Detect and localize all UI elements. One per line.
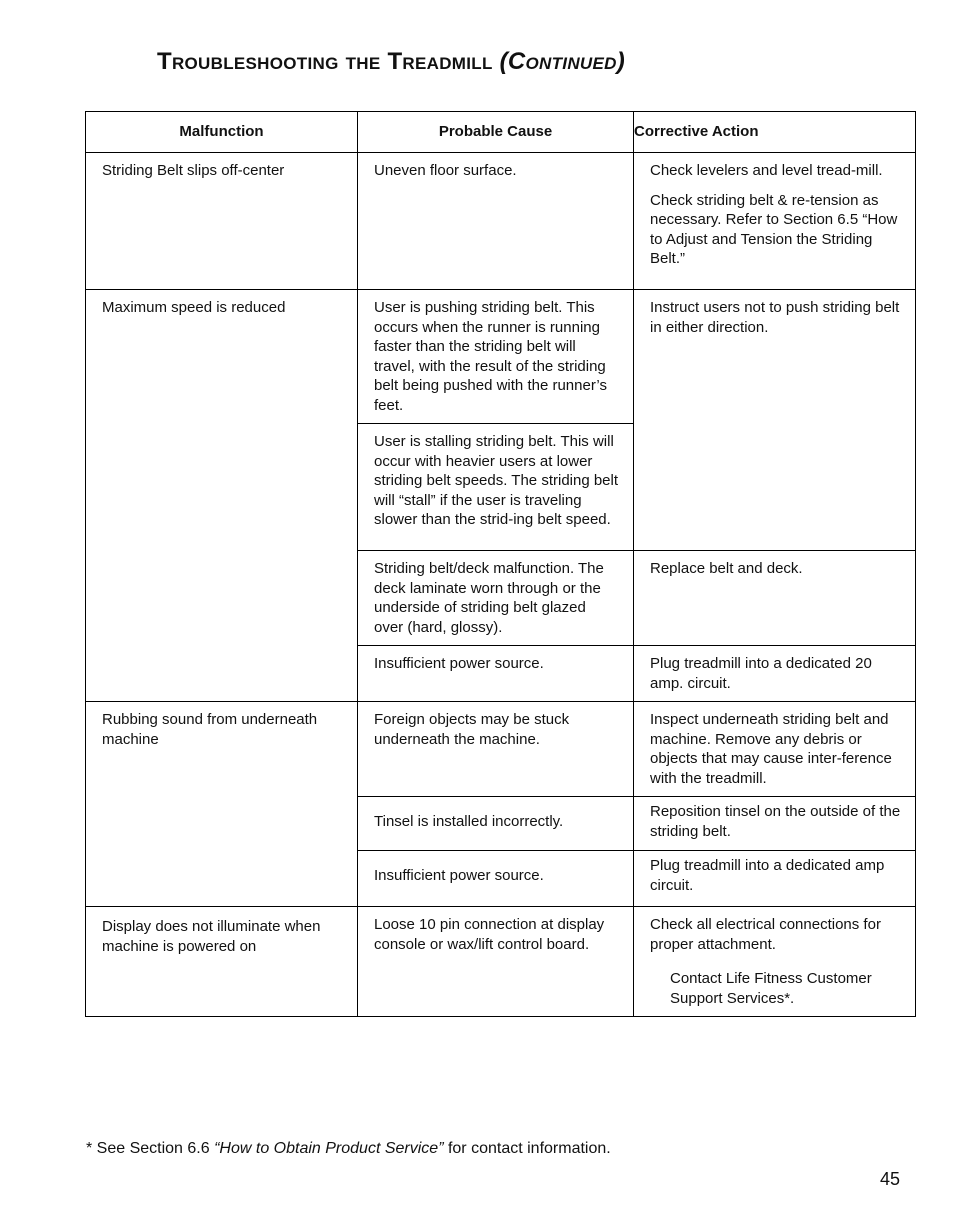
cause-text: Tinsel is installed incorrectly.	[374, 813, 564, 830]
malfunction-cell	[86, 907, 358, 1017]
malfunction-text: Striding Belt slips off-center	[102, 162, 285, 179]
page-title	[157, 48, 625, 76]
cause-text: Uneven floor surface.	[374, 162, 517, 179]
action-text: Check levelers and level tread-mill.	[650, 162, 883, 179]
action-cell	[634, 551, 916, 646]
malfunction-cell	[86, 153, 358, 290]
action-text: Plug treadmill into a dedicated 20 amp. circuit.	[650, 655, 872, 692]
action-text: Reposition tinsel on the outside of the striding belt.	[650, 803, 901, 840]
cause-text: User is pushing striding belt. This occurs when the runner is running faster than the striding belt will travel, with the result of the striding belt being pushed with the runner’s feet.	[374, 299, 607, 414]
malfunction-cell	[86, 702, 358, 907]
table-header-row	[86, 112, 916, 153]
column-header-probable-cause: Probable Cause	[358, 112, 634, 153]
cause-cell	[358, 153, 634, 290]
cause-cell	[358, 424, 634, 551]
malfunction-text: Display does not illuminate when machine is powered on	[102, 918, 321, 955]
cause-cell	[358, 646, 634, 702]
footnote-prefix: * See Section 6.6	[86, 1140, 215, 1157]
title-continued: (Continued)	[499, 48, 625, 75]
cause-cell	[358, 851, 634, 907]
action-cell	[634, 797, 916, 851]
action-cell	[634, 290, 916, 551]
cause-cell	[358, 907, 634, 1017]
cause-cell	[358, 797, 634, 851]
cause-text: Insufficient power source.	[374, 867, 544, 884]
cause-cell	[358, 551, 634, 646]
footnote-suffix: for contact information.	[443, 1140, 611, 1157]
table-row	[86, 702, 916, 797]
table-row	[86, 290, 916, 424]
action-cell	[634, 851, 916, 907]
action-cell	[634, 646, 916, 702]
cause-text: Insufficient power source.	[374, 655, 544, 672]
action-text: Plug treadmill into a dedicated amp circuit.	[650, 857, 885, 894]
action-text: Check striding belt & re-tension as necessary. Refer to Section 6.5 “How to Adjust and Tension the Striding Belt.”	[650, 191, 898, 267]
malfunction-cell	[86, 290, 358, 702]
action-text: Instruct users not to push striding belt in either direction.	[650, 299, 900, 336]
table-row	[86, 907, 916, 1017]
malfunction-text: Rubbing sound from underneath machine	[102, 711, 318, 748]
action-text: Replace belt and deck.	[650, 560, 803, 577]
action-cell	[634, 907, 916, 1017]
action-text: Inspect underneath striding belt and machine. Remove any debris or objects that may cause inter-ference with the treadmill.	[650, 711, 892, 787]
action-cell	[634, 702, 916, 797]
page-number: 45	[880, 1169, 901, 1189]
cause-text: User is stalling striding belt. This will occur with heavier users at lower striding belt speeds. The striding belt will “stall” if the user is traveling slower than the strid-ing belt speed.	[374, 433, 619, 528]
cause-text: Foreign objects may be stuck underneath the machine.	[374, 711, 570, 748]
cause-cell	[358, 290, 634, 424]
column-header-corrective-action: Corrective Action	[634, 112, 916, 153]
footnote-reference: “How to Obtain Product Service”	[214, 1140, 444, 1157]
action-text: Contact Life Fitness Customer Support Services*.	[670, 970, 872, 1007]
malfunction-text: Maximum speed is reduced	[102, 299, 286, 316]
column-header-malfunction: Malfunction	[86, 112, 358, 153]
cause-text: Loose 10 pin connection at display console or wax/lift control board.	[374, 916, 605, 953]
action-text: Check all electrical connections for proper attachment.	[650, 916, 881, 953]
troubleshooting-table	[85, 111, 916, 1017]
action-cell	[634, 153, 916, 290]
table-row	[86, 153, 916, 290]
title-text: Troubleshooting the Treadmill	[157, 48, 493, 75]
cause-cell	[358, 702, 634, 797]
cause-text: Striding belt/deck malfunction. The deck laminate worn through or the underside of striding belt glazed over (hard, glossy).	[374, 560, 604, 636]
footnote	[86, 1140, 611, 1158]
